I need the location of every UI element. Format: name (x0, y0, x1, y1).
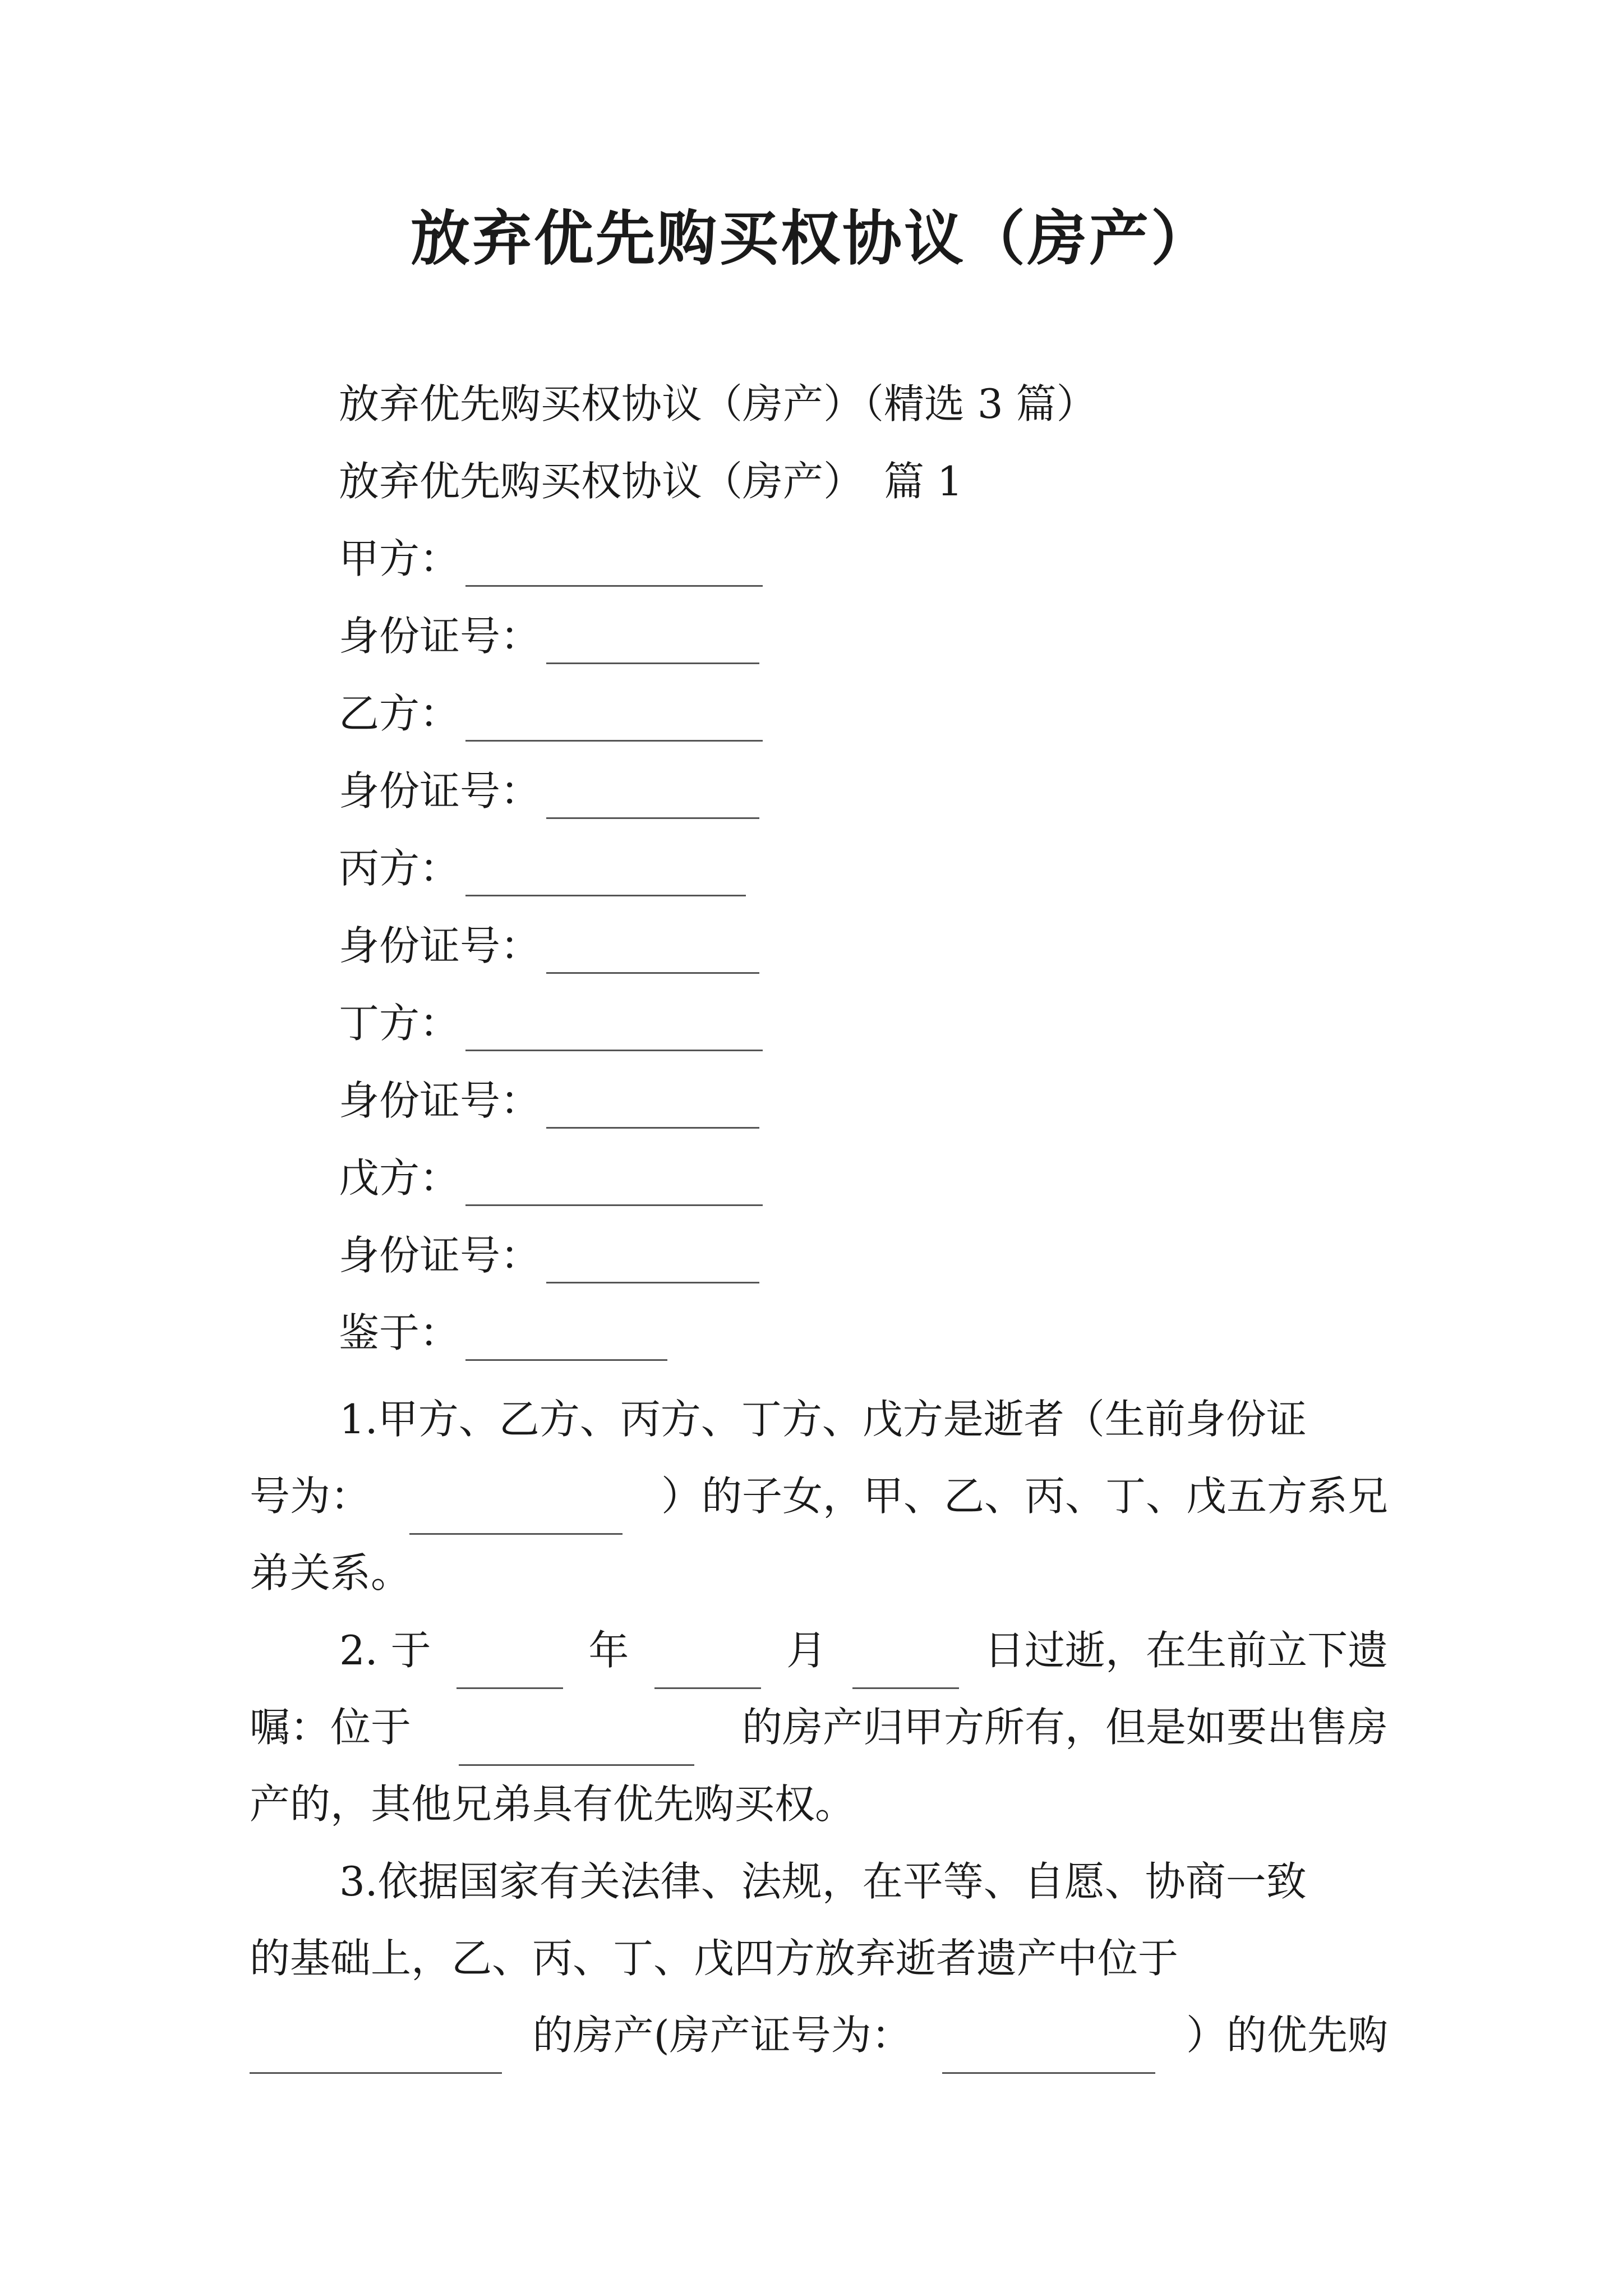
party-label: 身份证号： (339, 1077, 541, 1124)
blank-field (546, 1088, 759, 1129)
clause-text: 嘱：位于 (250, 1704, 412, 1751)
clause-text: 的房产(房产证号为： (532, 2012, 912, 2059)
blank-field (457, 1647, 563, 1689)
blank-field (465, 1010, 763, 1051)
blank-field (465, 1165, 763, 1206)
party-label: 身份证号： (339, 767, 541, 815)
party-label: 丙方： (339, 845, 460, 892)
party-line (339, 685, 763, 742)
document-title: 放弃优先购买权协议（房产） (411, 203, 1212, 273)
clause-row (250, 1535, 1388, 1612)
clause-3 (250, 1843, 1388, 2074)
clause-row (250, 1766, 1388, 1843)
blank-field (546, 778, 759, 819)
clause-text: 的基础上，乙、丙、丁、戊四方放弃逝者遗产中位于 (250, 1935, 1179, 1982)
clause-text: ）的优先购 (1186, 2012, 1388, 2059)
clause-text: 月 (786, 1627, 827, 1674)
blank-field (465, 855, 746, 896)
clause-text: 号为： (250, 1473, 371, 1520)
blank-field (546, 933, 759, 974)
clause-text: 日过逝，在生前立下遗 (984, 1627, 1388, 1674)
clause-text: 产的，其他兄弟具有优先购买权。 (250, 1780, 856, 1828)
blank-field (546, 1243, 759, 1283)
clause-text: 3.依据国家有关法律、法规，在平等、自愿、协商一致 (339, 1858, 1307, 1905)
clause-2 (250, 1612, 1388, 1843)
document-subtitle: 放弃优先购买权协议（房产）（精选 3 篇） (339, 380, 1097, 427)
party-line (339, 763, 759, 819)
party-line (339, 1227, 759, 1283)
party-label: 丁方： (339, 1000, 460, 1047)
clause-1 (250, 1381, 1388, 1612)
clause-row (250, 1381, 1388, 1458)
clause-text: ）的子女，甲、乙、丙、丁、戊五方系兄 (661, 1473, 1388, 1520)
clause-text: 的房产归甲方所有，但是如要出售房 (741, 1704, 1388, 1751)
party-line (339, 1073, 759, 1129)
blank-field (459, 1724, 694, 1766)
party-line (339, 995, 763, 1051)
blank-field (465, 1320, 667, 1361)
blank-field (409, 1493, 623, 1535)
party-label: 乙方： (339, 690, 460, 737)
clause-row (250, 1920, 1388, 1997)
blank-field (852, 1647, 959, 1689)
section-heading: 放弃优先购买权协议（房产） 篇 1 (339, 458, 963, 505)
party-line (339, 918, 759, 974)
blank-field (942, 2032, 1155, 2074)
blank-field (465, 701, 763, 742)
party-line (339, 840, 746, 896)
clause-text: 2. 于 (339, 1627, 431, 1674)
party-line (339, 1150, 763, 1206)
clause-row (250, 1612, 1388, 1689)
party-label: 身份证号： (339, 922, 541, 969)
clause-row (250, 1997, 1388, 2074)
blank-field (250, 2032, 502, 2074)
blank-field (546, 623, 759, 664)
party-line (339, 1305, 667, 1361)
party-label: 戊方： (339, 1154, 460, 1202)
blank-field (654, 1647, 761, 1689)
party-line (339, 531, 763, 587)
clause-row (250, 1458, 1388, 1535)
party-line (339, 608, 759, 664)
party-label: 鉴于： (339, 1309, 460, 1356)
clause-row (250, 1843, 1388, 1920)
party-label: 身份证号： (339, 1232, 541, 1279)
blank-field (465, 546, 763, 587)
clause-text: 弟关系。 (250, 1549, 412, 1596)
clause-text: 1.甲方、乙方、丙方、丁方、戊方是逝者（生前身份证 (339, 1396, 1307, 1443)
party-label: 甲方： (339, 535, 460, 582)
clause-row (250, 1689, 1388, 1766)
party-label: 身份证号： (339, 613, 541, 660)
clause-text: 年 (588, 1627, 629, 1674)
